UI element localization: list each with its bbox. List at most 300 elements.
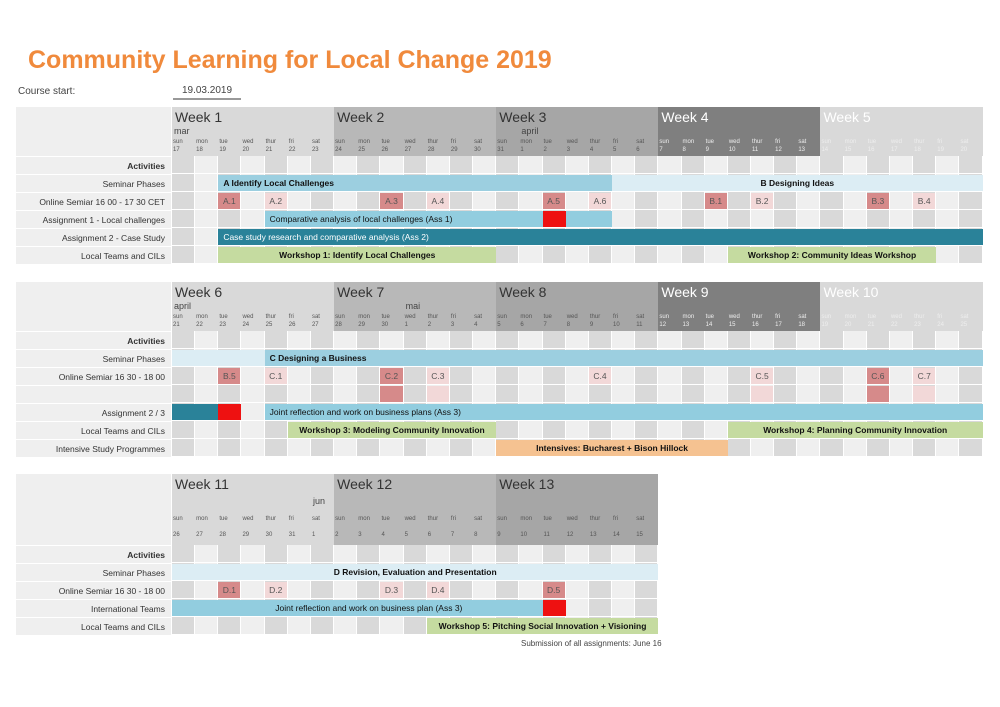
day-name: wed [566, 516, 578, 522]
day-date: 18 [914, 147, 921, 153]
schedule-block [16, 107, 983, 264]
day-date: 15 [728, 322, 736, 328]
grid-cell [357, 385, 380, 403]
row-label: Activities [16, 331, 171, 349]
day-date: 4 [381, 532, 385, 538]
grid-cell [218, 331, 241, 349]
week-header: Week 5 [820, 107, 982, 156]
grid-cell [380, 156, 403, 174]
day-date: 6 [636, 147, 640, 153]
grid-cell [936, 385, 959, 403]
grid-cell [844, 210, 867, 228]
day-date: 21 [867, 322, 875, 328]
day-date: 17 [775, 322, 782, 328]
grid-cell [705, 246, 728, 264]
day-date: 20 [242, 147, 250, 153]
grid-cell [751, 439, 774, 457]
grid-cell [496, 156, 519, 174]
grid-cell [774, 439, 797, 457]
day-date: 24 [937, 322, 944, 328]
session-marker: A.1 [218, 193, 240, 209]
session-marker [751, 386, 773, 402]
day-name: sat [311, 516, 320, 522]
grid-cell [311, 545, 334, 563]
day-date: 14 [821, 147, 829, 153]
day-date: 5 [404, 532, 408, 538]
grid-cell [820, 156, 843, 174]
grid-cell [172, 421, 195, 439]
day-date: 31 [497, 147, 504, 153]
grid-cell [867, 210, 890, 228]
grid-cell [357, 617, 380, 635]
grid-cell [589, 156, 612, 174]
grid-cell [473, 367, 496, 385]
grid-cell [612, 599, 635, 617]
session-marker: D.1 [218, 582, 240, 598]
grid-cell [519, 192, 542, 210]
grid-cell [172, 210, 195, 228]
grid-cell [589, 246, 612, 264]
day-date: 8 [474, 532, 478, 538]
day-date: 30 [381, 322, 389, 328]
grid-cell [589, 331, 612, 349]
grid-cell [427, 331, 450, 349]
day-date: 4 [474, 322, 478, 328]
day-date: 29 [358, 322, 365, 328]
grid-cell [890, 385, 913, 403]
grid-cell [404, 617, 427, 635]
day-name: fri [613, 516, 619, 522]
day-date: 23 [311, 147, 319, 153]
day-date: 18 [196, 147, 203, 153]
grid-cell [265, 439, 288, 457]
day-name: fri [450, 139, 456, 145]
row-label: Local Teams and CILs [16, 617, 171, 635]
grid-cell [682, 385, 705, 403]
grid-cell [589, 421, 612, 439]
day-name: sat [474, 139, 483, 145]
week-header: Week 8 [496, 282, 658, 331]
day-date: 20 [960, 147, 968, 153]
day-name: thur [752, 139, 763, 145]
grid-cell [241, 581, 264, 599]
day-date: 7 [450, 532, 455, 538]
grid-cell [265, 331, 288, 349]
grid-cell [265, 421, 288, 439]
day-name: sun [335, 516, 345, 522]
grid-cell [774, 367, 797, 385]
grid-cell [936, 210, 959, 228]
session-marker: C.6 [867, 368, 889, 384]
grid-cell [450, 439, 473, 457]
day-date: 8 [566, 322, 571, 328]
row-label: Assignment 2 / 3 [16, 403, 171, 421]
grid-cell [566, 599, 589, 617]
grid-cell [635, 599, 658, 617]
day-date: 14 [705, 322, 713, 328]
session-marker: A.3 [380, 193, 402, 209]
grid-cell [728, 192, 751, 210]
day-name: sun [173, 139, 183, 145]
day-date: 28 [335, 322, 342, 328]
grid-cell [566, 367, 589, 385]
grid-cell [820, 192, 843, 210]
day-date: 25 [358, 147, 365, 153]
grid-cell [357, 192, 380, 210]
day-date: 27 [311, 322, 319, 328]
grid-cell [728, 331, 751, 349]
grid-cell [705, 331, 728, 349]
grid-cell [496, 246, 519, 264]
grid-cell [311, 367, 334, 385]
grid-cell [635, 331, 658, 349]
week-header: Week 2 [334, 107, 496, 156]
grid-cell [404, 156, 427, 174]
grid-cell [265, 545, 288, 563]
grid-cell [612, 331, 635, 349]
session-marker: D.3 [380, 582, 402, 598]
grid-cell [195, 174, 218, 192]
grid-cell [404, 331, 427, 349]
day-name: thur [427, 516, 439, 522]
grid-cell [311, 439, 334, 457]
day-name: wed [404, 314, 416, 320]
grid-cell [172, 156, 195, 174]
day-name: sat [474, 314, 483, 320]
activity-bar [543, 600, 566, 616]
grid-cell [519, 385, 542, 403]
grid-cell [450, 545, 473, 563]
grid-cell [288, 192, 311, 210]
day-name: fri [288, 516, 294, 522]
week-header: Week 12 [334, 474, 496, 545]
grid-cell [450, 192, 473, 210]
grid-cell [218, 210, 241, 228]
grid-cell [195, 192, 218, 210]
session-marker: C.1 [265, 368, 287, 384]
grid-cell [635, 156, 658, 174]
activity-bar [543, 211, 566, 227]
grid-cell [288, 581, 311, 599]
day-date: 5 [613, 147, 617, 153]
day-name: sun [821, 314, 832, 320]
grid-cell [241, 403, 264, 421]
activity-bar: Workshop 3: Modeling Community Innovation [288, 422, 496, 438]
grid-cell [496, 545, 519, 563]
day-name: mon [196, 139, 208, 145]
session-marker: D.2 [265, 582, 287, 598]
day-date: 21 [173, 322, 180, 328]
activity-bar: Workshop 5: Pitching Social Innovation + Visioning [427, 618, 659, 634]
day-name: mon [520, 516, 533, 522]
grid-cell [334, 617, 357, 635]
grid-cell [450, 581, 473, 599]
grid-cell [311, 156, 334, 174]
day-date: 26 [173, 532, 180, 538]
day-date: 19 [937, 147, 944, 153]
day-name: fri [613, 314, 619, 320]
course-start-value: 19.03.2019 [173, 85, 241, 100]
row-label: Activities [16, 156, 171, 174]
day-name: wed [566, 314, 578, 320]
grid-cell [589, 545, 612, 563]
day-name: sat [474, 516, 483, 522]
day-date: 13 [682, 322, 690, 328]
day-date: 4 [589, 147, 594, 153]
grid-cell [566, 331, 589, 349]
day-name: wed [566, 139, 578, 145]
grid-cell [566, 192, 589, 210]
month-label: jun [312, 496, 325, 506]
week-header: Week 3 [496, 107, 658, 156]
day-date: 22 [196, 322, 203, 328]
grid-cell [195, 156, 218, 174]
day-date: 10 [613, 322, 620, 328]
grid-cell [195, 421, 218, 439]
grid-cell [404, 581, 427, 599]
day-date: 28 [427, 147, 435, 153]
day-date: 12 [659, 322, 667, 328]
week-header: Week 6 [172, 282, 334, 331]
grid-cell [844, 331, 867, 349]
grid-cell [658, 156, 681, 174]
day-date: 15 [844, 147, 852, 153]
day-date: 3 [566, 147, 571, 153]
grid-cell [519, 367, 542, 385]
session-marker: A.4 [427, 193, 449, 209]
day-name: thur [589, 516, 601, 522]
day-date: 24 [242, 322, 250, 328]
day-name: mon [844, 314, 857, 320]
day-date: 22 [890, 322, 898, 328]
grid-cell [589, 581, 612, 599]
grid-cell [195, 331, 218, 349]
grid-cell [658, 246, 681, 264]
grid-cell [519, 246, 542, 264]
grid-cell [566, 545, 589, 563]
grid-cell [658, 192, 681, 210]
day-name: fri [288, 139, 294, 145]
page-title: Community Learning for Local Change 2019 [28, 46, 552, 74]
grid-cell [890, 210, 913, 228]
grid-cell [450, 367, 473, 385]
day-date: 23 [219, 322, 226, 328]
grid-cell [635, 192, 658, 210]
grid-cell [496, 192, 519, 210]
day-name: wed [404, 139, 416, 145]
grid-cell [635, 545, 658, 563]
label-header-cell [16, 282, 171, 331]
grid-cell [241, 156, 264, 174]
day-name: sat [960, 139, 969, 145]
grid-cell [751, 331, 774, 349]
grid-cell [195, 246, 218, 264]
day-name: fri [450, 314, 456, 320]
grid-cell [519, 545, 542, 563]
day-date: 8 [682, 147, 686, 153]
activity-bar: Workshop 4: Planning Community Innovation [728, 422, 983, 438]
row-label: Online Semiar 16 30 - 18 00 [16, 367, 171, 385]
day-name: thur [914, 314, 925, 320]
grid-cell [241, 331, 264, 349]
grid-cell [543, 385, 566, 403]
day-date: 6 [427, 532, 432, 538]
row-label: Seminar Phases [16, 563, 171, 581]
grid-cell [774, 385, 797, 403]
activity-bar [172, 350, 265, 366]
course-start-label: Course start: [18, 86, 76, 97]
day-date: 22 [288, 147, 296, 153]
day-name: thur [265, 314, 276, 320]
activity-bar: Comparative analysis of local challenges (Ass 1) [265, 211, 612, 227]
label-header-cell [16, 107, 171, 156]
day-date: 2 [335, 532, 339, 538]
day-date: 1 [404, 322, 408, 328]
grid-cell [658, 385, 681, 403]
grid-cell [936, 331, 959, 349]
grid-cell [959, 331, 982, 349]
schedule-block [16, 282, 983, 457]
grid-cell [357, 156, 380, 174]
grid-cell [797, 439, 820, 457]
day-name: wed [728, 314, 740, 320]
grid-cell [566, 385, 589, 403]
activity-bar: Workshop 1: Identify Local Challenges [218, 247, 496, 263]
day-date: 19 [821, 322, 829, 328]
day-date: 12 [775, 147, 782, 153]
day-date: 11 [636, 322, 643, 328]
grid-cell [820, 367, 843, 385]
grid-cell [751, 210, 774, 228]
activity-bar: B Designing Ideas [612, 175, 983, 191]
grid-cell [751, 156, 774, 174]
day-name: thur [265, 516, 276, 522]
grid-cell [913, 156, 936, 174]
day-name: sat [636, 139, 645, 145]
day-date: 25 [960, 322, 968, 328]
row-label: Assignment 1 - Local challenges [16, 210, 171, 228]
row-label: Intensive Study Programmes [16, 439, 171, 457]
day-date: 6 [520, 322, 524, 328]
day-date: 20 [844, 322, 852, 328]
grid-cell [844, 385, 867, 403]
session-marker: B.1 [705, 193, 727, 209]
grid-cell [218, 421, 241, 439]
session-marker [867, 386, 889, 402]
grid-cell [844, 367, 867, 385]
session-marker: C.4 [589, 368, 611, 384]
day-date: 3 [358, 532, 362, 538]
activity-bar: D Revision, Evaluation and Presentation [172, 564, 658, 580]
grid-cell [774, 331, 797, 349]
grid-cell [913, 210, 936, 228]
activity-bar: Case study research and comparative analysis (Ass 2) [218, 229, 982, 245]
grid-cell [566, 581, 589, 599]
grid-cell [728, 210, 751, 228]
grid-cell [959, 210, 982, 228]
grid-cell [172, 581, 195, 599]
grid-cell [589, 599, 612, 617]
grid-cell [682, 210, 705, 228]
day-date: 9 [589, 322, 594, 328]
day-name: thur [752, 314, 763, 320]
grid-cell [334, 545, 357, 563]
grid-cell [543, 331, 566, 349]
grid-cell [311, 331, 334, 349]
day-name: mon [196, 314, 208, 320]
day-date: 7 [543, 322, 547, 328]
day-name: mon [682, 139, 695, 145]
day-name: wed [728, 139, 740, 145]
grid-cell [473, 545, 496, 563]
grid-cell [543, 545, 566, 563]
grid-cell [404, 545, 427, 563]
day-name: tue [219, 314, 228, 320]
grid-cell [241, 545, 264, 563]
day-name: thur [265, 139, 276, 145]
grid-cell [612, 192, 635, 210]
grid-cell [913, 331, 936, 349]
grid-cell [682, 331, 705, 349]
day-name: tue [543, 516, 552, 522]
grid-cell [635, 210, 658, 228]
grid-cell [867, 439, 890, 457]
day-name: wed [404, 516, 416, 522]
grid-cell [172, 192, 195, 210]
grid-cell [334, 331, 357, 349]
day-date: 19 [219, 147, 226, 153]
grid-cell [612, 581, 635, 599]
day-name: mon [844, 139, 857, 145]
grid-cell [844, 156, 867, 174]
grid-cell [890, 439, 913, 457]
grid-cell [241, 385, 264, 403]
grid-cell [682, 367, 705, 385]
grid-cell [867, 156, 890, 174]
grid-cell [311, 385, 334, 403]
grid-cell [496, 581, 519, 599]
session-marker: A.2 [265, 193, 287, 209]
day-name: fri [613, 139, 619, 145]
grid-cell [172, 331, 195, 349]
day-name: mon [682, 314, 695, 320]
grid-cell [543, 246, 566, 264]
grid-cell [612, 367, 635, 385]
day-date: 16 [867, 147, 875, 153]
day-name: tue [219, 516, 228, 522]
day-name: wed [890, 139, 902, 145]
grid-cell [913, 439, 936, 457]
grid-cell [334, 192, 357, 210]
grid-cell [890, 192, 913, 210]
day-date: 13 [589, 532, 597, 538]
grid-cell [612, 545, 635, 563]
grid-cell [543, 367, 566, 385]
grid-cell [496, 331, 519, 349]
day-name: wed [242, 139, 254, 145]
grid-cell [774, 156, 797, 174]
day-date: 16 [752, 322, 759, 328]
grid-cell [797, 331, 820, 349]
grid-cell [218, 385, 241, 403]
grid-cell [172, 439, 195, 457]
grid-cell [172, 228, 195, 246]
day-name: sat [960, 314, 969, 320]
grid-cell [519, 331, 542, 349]
grid-cell [172, 545, 195, 563]
grid-cell [728, 367, 751, 385]
day-name: tue [705, 314, 715, 320]
